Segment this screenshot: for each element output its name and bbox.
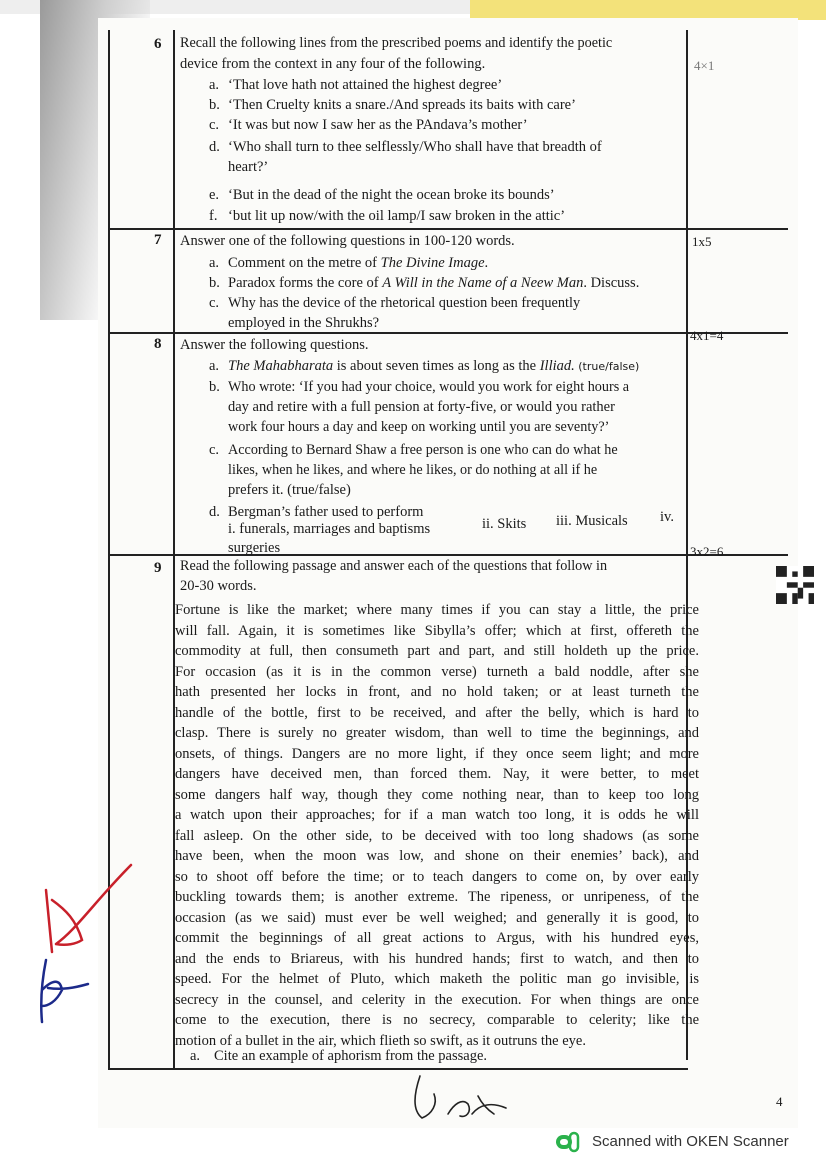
option-text-cont: employed in the Shrukhs?: [228, 315, 380, 331]
option-text-cont: work four hours a day and keep on working until you are seventy?’: [228, 419, 610, 435]
question-number: 6: [154, 36, 162, 52]
option-label: c.: [209, 295, 220, 311]
passage-line: clasp. There is surely no greater wisdom, than well to time the beginnings, and: [175, 725, 699, 741]
option-label: c.: [209, 117, 220, 133]
option-text: Comment on the metre of The Divine Image.: [228, 255, 489, 271]
reading-passage: [175, 600, 699, 1051]
option-label: d.: [209, 139, 220, 155]
option-text: ‘But in the dead of the night the ocean broke its bounds’: [228, 187, 555, 203]
sub-option: i. funerals, marriages and baptisms: [228, 521, 431, 537]
option-text-cont: heart?’: [228, 159, 269, 175]
signature-black-mark: [408, 1074, 518, 1124]
option-text: ‘That love hath not attained the highest degree’: [228, 77, 503, 93]
option-label: d.: [209, 504, 220, 520]
passage-line: motion of a bullet in the air, which flieth so swift, as it outruns the eye.: [175, 1032, 586, 1049]
option-text: Who wrote: ‘If you had your choice, would you work for eight hours a: [228, 379, 630, 395]
table-border-bottom: [108, 1068, 688, 1070]
option-label: f.: [209, 208, 218, 224]
passage-line: come to the execution, there is no secrecy, comparable to celerity; like the: [175, 1012, 699, 1028]
option-label: b.: [209, 379, 220, 395]
passage-line: Fortune is like the market; where many times if you can stay a little, the price: [175, 602, 699, 618]
signature-blue-mark: [34, 950, 94, 1030]
option-label: a.: [209, 77, 220, 93]
passage-line: buckling towards them; is another extreme. The ripeness, or unripeness, of the: [175, 889, 699, 905]
signature-red-mark: [36, 860, 136, 960]
scan-yellow-strip: [470, 0, 826, 20]
marks-label: 1x5: [692, 234, 712, 249]
row-divider-q9: [108, 554, 788, 556]
question-stem: Answer one of the following questions in 100-120 words.: [180, 233, 515, 249]
option-text: Paradox forms the core of A Will in the Name of a Neew Man. Discuss.: [228, 275, 640, 291]
passage-line: will fall. Again, it is sometimes like Sibylla’s offer; which at first, offereth the: [175, 622, 699, 639]
option-label: e.: [209, 187, 220, 203]
page-number: 4: [776, 1094, 783, 1109]
option-text-cont: likes, when he likes, and where he likes, or do nothing at all if he: [228, 462, 598, 478]
option-label: b.: [209, 275, 220, 291]
option-text: The Mahabharata is about seven times as long as the Illiad. (true/false): [228, 358, 640, 374]
row-divider-q7: [108, 228, 788, 230]
option-text: Why has the device of the rhetorical question been frequently: [228, 295, 581, 311]
option-text: Bergman’s father used to perform: [228, 504, 424, 520]
question-stem: Read the following passage and answer each of the questions that follow in: [180, 558, 608, 574]
scanner-watermark: Scanned with OKEN Scanner: [592, 1133, 789, 1150]
option-text: ‘It was but now I saw her as the PAndava’s mother’: [228, 117, 528, 133]
passage-line: a watch upon their approaches; for if a man watch too long, it is odds he will: [175, 807, 699, 823]
marks-label: 3x2=6: [690, 544, 724, 559]
passage-line: dangers have deceived men, than forced them. Nay, it were better, to meet: [175, 766, 699, 782]
passage-line: have been, when the moon was low, and shone on their enemies’ back), and: [175, 848, 699, 864]
question-stem: device from the context in any four of the following.: [180, 56, 486, 72]
question-stem: Answer the following questions.: [180, 337, 369, 353]
option-text: According to Bernard Shaw a free person is one who can do what he: [228, 442, 618, 458]
passage-line: so to shoot off before the time; or to teach dangers to come on, by over early: [175, 868, 699, 885]
option-text: ‘Who shall turn to thee selflessly/Who shall have that breadth of: [228, 139, 602, 155]
qr-code-icon: [776, 566, 814, 604]
passage-line: onsets, of things. Dangers are no more light, if they once seem light; and more: [175, 745, 699, 762]
option-label: a.: [209, 255, 220, 271]
passage-line: fall asleep. On the other side, to be deceived with too long shadows (as some: [175, 827, 699, 844]
passage-line: secrecy in the counsel, and celerity in the execution. For when things are once: [175, 991, 699, 1008]
passage-line: speed. For the helmet of Pluto, which maketh the politic man go invisible, is: [175, 971, 699, 987]
question-number: 8: [154, 336, 162, 352]
question-number: 9: [154, 560, 162, 576]
sub-option: ii. Skits: [482, 516, 527, 532]
passage-line: and the ends to Briareus, with his hundred hands; first to watch, and then to: [175, 950, 699, 967]
option-label: b.: [209, 97, 220, 113]
question-stem: Recall the following lines from the prescribed poems and identify the poetic: [180, 35, 613, 51]
option-label: a.: [209, 358, 220, 374]
passage-line: hath presented her locks in front, and no hold taken; or at least turneth the: [175, 684, 699, 700]
sub-option: surgeries: [228, 540, 281, 556]
passage-line: handle of the bottle, first to be received, and after the belly, which is hard to: [175, 704, 699, 721]
option-text-cont: prefers it. (true/false): [228, 482, 351, 498]
question-number: 7: [154, 232, 162, 248]
option-text-cont: day and retire with a full pension at forty-five, or would you rather: [228, 399, 615, 415]
passage-line: occasion (as we said) must ever be well weighed; and generally it is good, to: [175, 909, 699, 926]
option-text: Cite an example of aphorism from the passage.: [214, 1048, 488, 1064]
option-text: ‘Then Cruelty knits a snare./And spreads its baits with care’: [228, 97, 576, 113]
row-divider-q8: [108, 332, 788, 334]
option-label: c.: [209, 442, 220, 458]
option-text: ‘but lit up now/with the oil lamp/I saw broken in the attic’: [228, 208, 566, 224]
marks-label: 4x1=4: [690, 328, 724, 343]
marks-label: 4×1: [694, 58, 715, 73]
option-label: a.: [190, 1048, 201, 1064]
passage-line: commodity at full, then consumeth part and part, and still holdeth up the price.: [175, 643, 699, 659]
passage-line: For occasion (as it is in the common verse) turneth a bald noddle, after she: [175, 663, 699, 680]
passage-line: commit the beginnings of all great actions to Argus, with his hundred eyes,: [175, 930, 699, 946]
passage-line: some dangers half way, though they come nothing near, than to keep too long: [175, 786, 699, 803]
sub-option: iii. Musicals: [556, 513, 628, 529]
sub-option: iv.: [660, 509, 674, 525]
scanner-logo-icon: [556, 1131, 580, 1153]
question-stem: 20-30 words.: [180, 578, 257, 594]
